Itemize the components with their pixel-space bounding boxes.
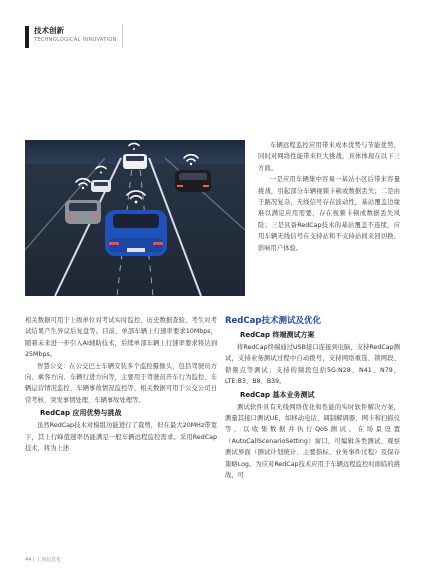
left-column-text <box>25 315 217 454</box>
paragraph: 虽然RedCap技术对模组功能进行了裁剪，但在最大20MHz带宽下，其上行峰值速率仍能满足一般车辆远程监控需求。采用RedCap技术，将为上述 <box>25 422 217 453</box>
car-far-left <box>91 180 111 192</box>
paragraph: 相关数据可用于上级单位对考试实时监控、历史数据查验、考生对考试结果产生异议后复盘等。目前，单部车辆上行速率要求10Mbps，随着未来进一步引入AI辅助技术，后续单部车辆上行速率要求将达到25Mbps。 <box>25 317 217 359</box>
subsection-heading: RedCap 基本业务测试 <box>240 390 315 399</box>
car-right <box>175 170 211 192</box>
paragraph: 车辆远程监控应用带来成本优势与节能优势，同时对网络性能带来巨大挑战，具体体现在以下三方面。 <box>258 142 400 172</box>
car-main <box>105 210 167 256</box>
paragraph: 智慧公交：在公交巴士车辆安装多个监控摄像头，包括驾驶员方向、乘客方向、车辆行进方向等，主要用于驾驶员开车行为监控、车辆运营情况监控、车辆事故情况监控等，相关数据可用于公交公司日常考核、突发事情处理、车辆事故处理等。 <box>25 362 217 404</box>
subsection-heading: RedCap 终端测试方案 <box>240 331 315 339</box>
paragraph: 一是应用车辆集中容易一基站小区后带来容量挑战，引起部分车辆视频卡顿或数据丢失；二是由于路况复杂，无线信号存在波动性，基站覆盖边缘难以满足应用需要，存在视频卡顿或数据丢失风险；三是具备RedCap技术的基站覆盖不连续，应用车辆无线信号在支持站和不支持站间来回切换，影响用户体验。 <box>258 176 400 252</box>
header-divider <box>122 24 123 48</box>
section-subtitle: TECHNOLOGICAL INNOVATION <box>34 37 117 43</box>
paragraph: 将RedCap终端通过USB接口连接到电脑，支持RedCap测试，支持业务测试过程中自动拨号，支持网络重选、锁网段、锁频点等测试；支持的频段包括5G:N28、N41、N79，LTE:B3、B8、B39。 <box>225 344 400 386</box>
paragraph: 测试软件具有无线网络优化和性能的实时软件解决方案，测量其接口测试UE，如移动电话、调制解调器、网卡和扫描仪等，以收集数据并执行QoS测试。在场景设置（AutoCallScenarioSetting）窗口，可编辑各类测试、观察测试界面（测试计划统计、主要指标、业务事件过程）及保存策略Log。为应对RedCap技术应用于车辆远程监控时面临的挑战，可 <box>225 403 400 480</box>
section-heading: RedCap技术测试及优化 <box>225 316 321 326</box>
car-left <box>65 200 101 224</box>
header-accent-bar <box>25 26 29 48</box>
right-column-lower-text <box>225 315 400 481</box>
connected-cars-illustration <box>25 140 245 296</box>
car-far-center <box>123 154 147 169</box>
right-column-text <box>258 140 400 254</box>
subsection-heading: RedCap 应用优势与挑战 <box>40 409 122 418</box>
section-title: 技术创新 <box>34 26 64 35</box>
page-footer: 44 | 上海信息化 <box>25 557 62 563</box>
